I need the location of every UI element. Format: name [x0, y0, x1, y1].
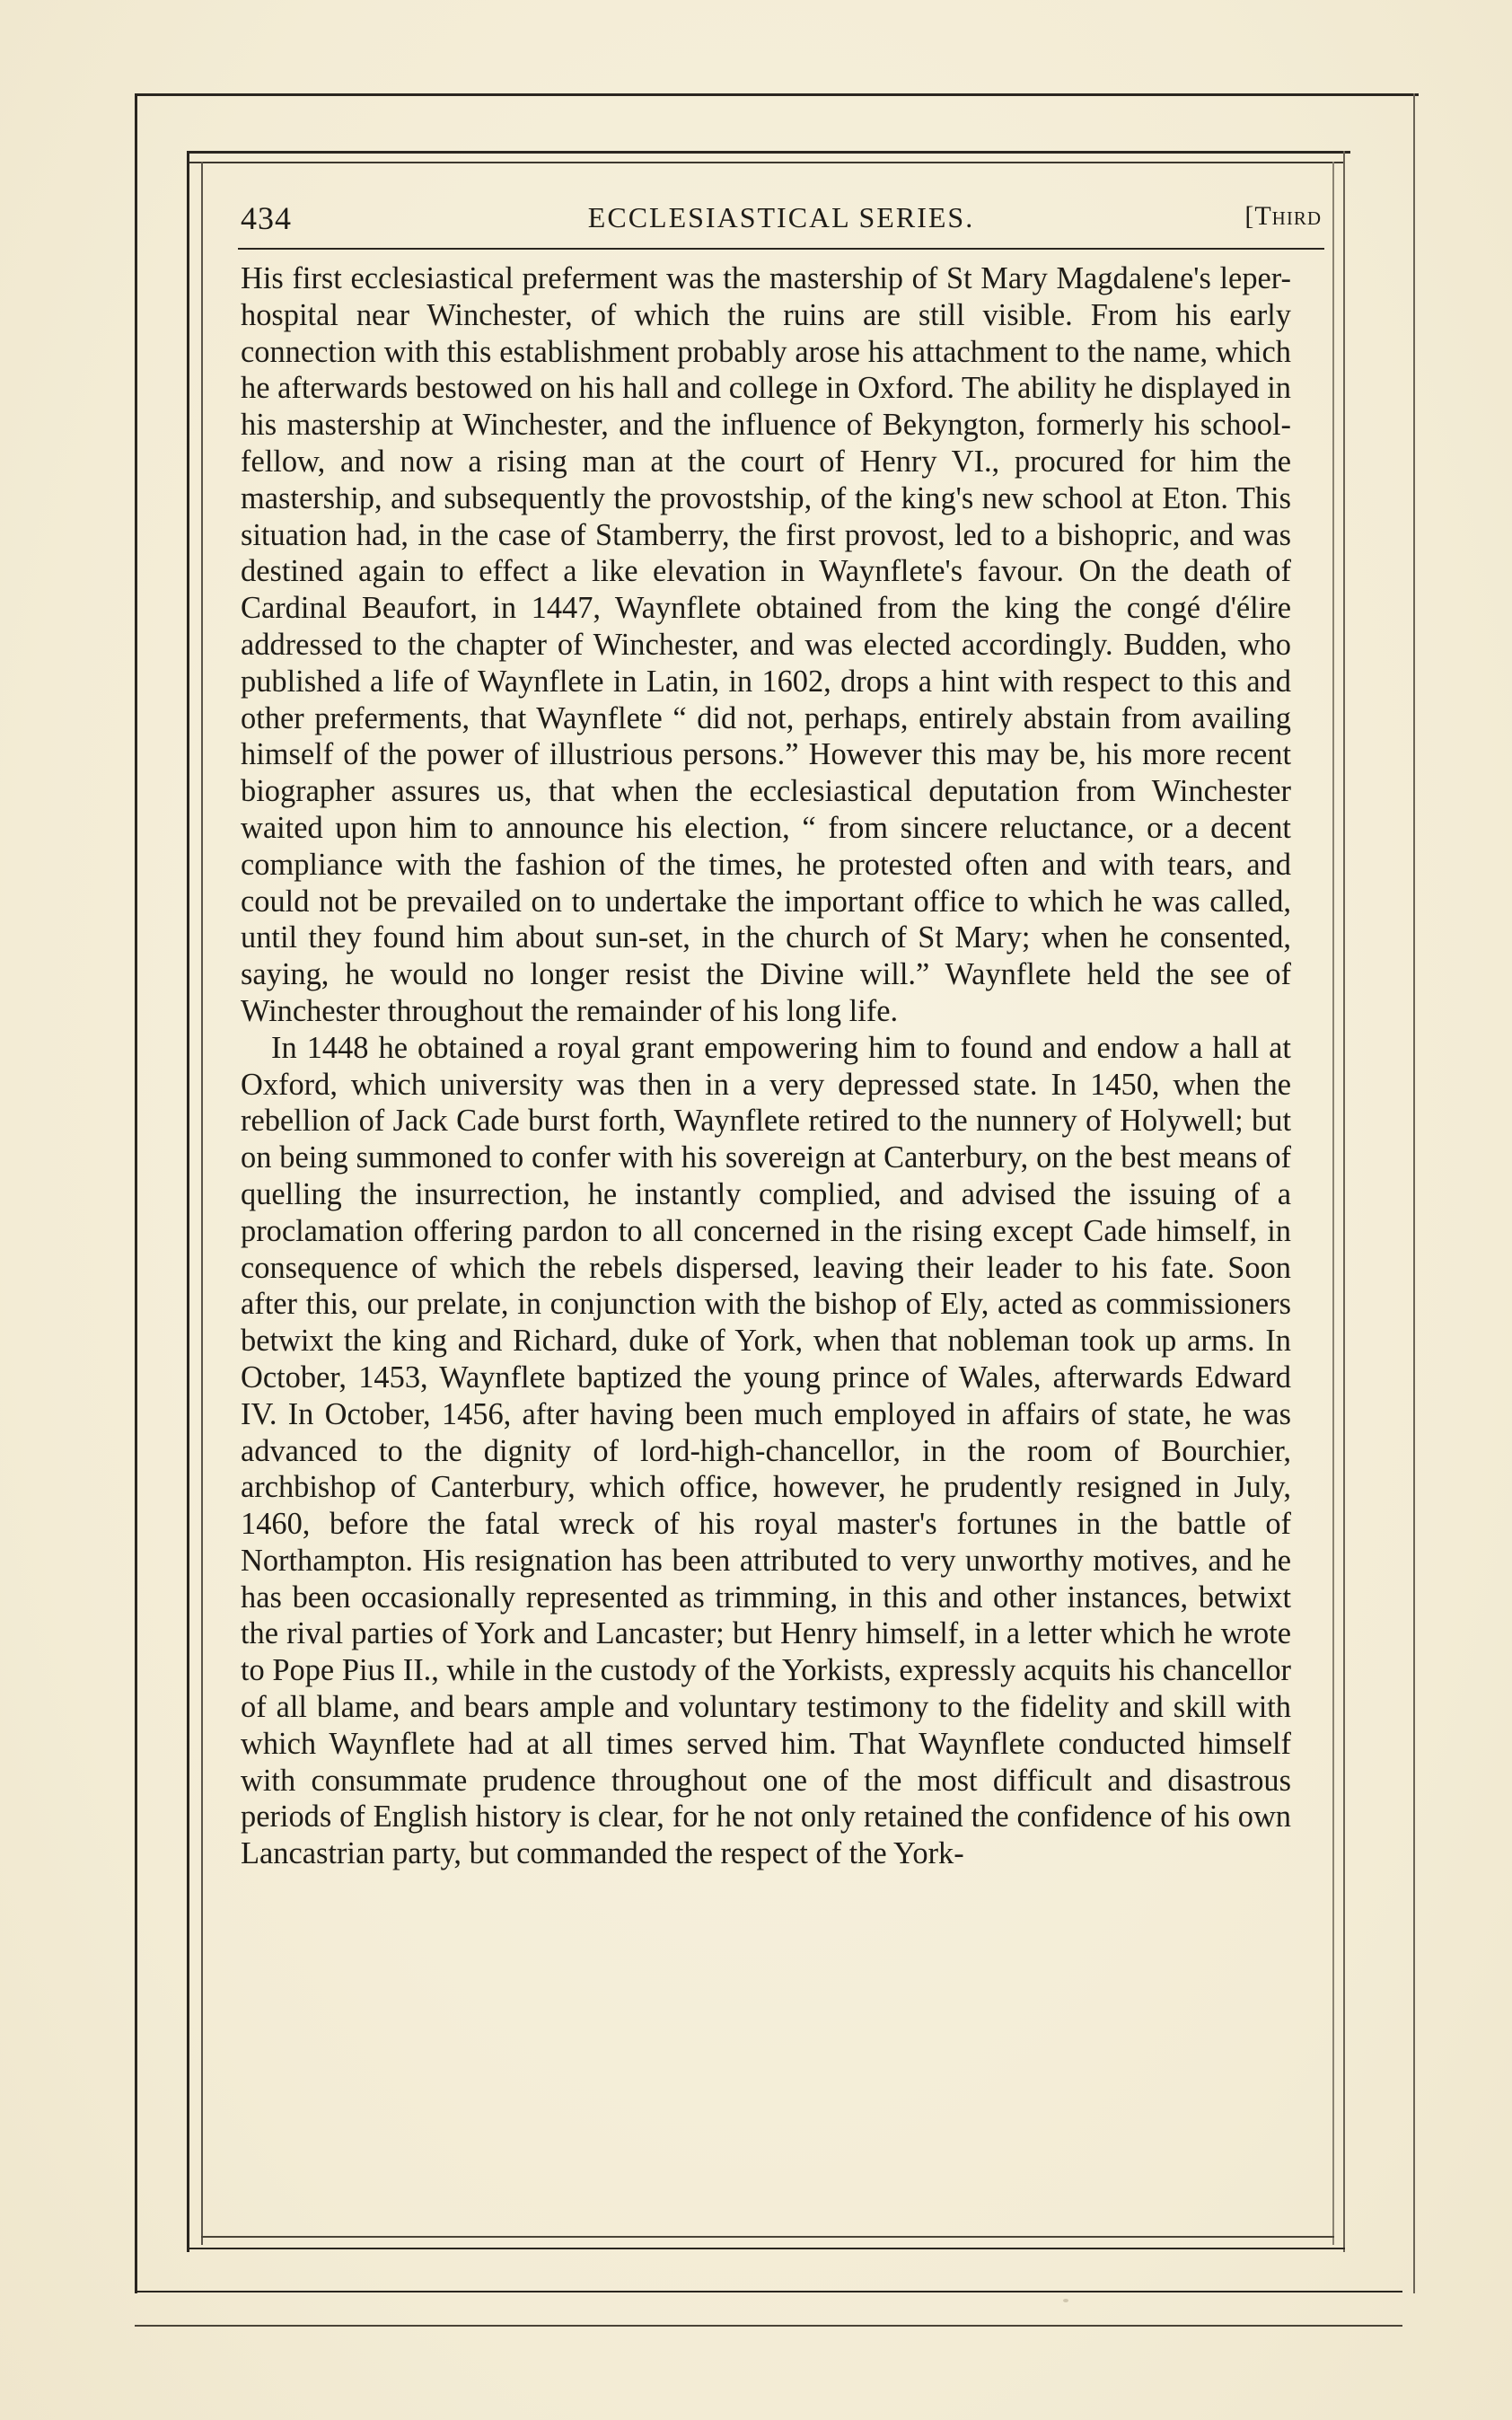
inner-frame-right-rule-secondary	[1332, 162, 1334, 2245]
inner-frame-right-rule	[1343, 151, 1345, 2252]
paper-blemish	[1063, 2299, 1068, 2302]
part-label: [Third	[1244, 201, 1322, 231]
inner-frame-top-rule	[187, 151, 1350, 154]
outer-frame-bottom-rule	[135, 2291, 1402, 2292]
outer-frame-bottom-rule-secondary	[135, 2325, 1402, 2327]
outer-frame-left-rule	[135, 93, 137, 2293]
inner-frame-left-rule	[187, 151, 189, 2252]
inner-frame-top-rule-secondary	[187, 162, 1345, 163]
inner-frame-bottom-rule	[187, 2248, 1345, 2249]
inner-frame-left-rule-secondary	[201, 162, 203, 2245]
page-number: 434	[241, 200, 292, 236]
page-header	[241, 199, 1322, 246]
body-text	[241, 260, 1291, 1872]
paragraph: In 1448 he obtained a royal grant empowering him to found and endow a hall at Oxford, which university was then in a very depressed state. In 1450, when the rebellion of Jack Cade burst forth, Waynflete retired to the nunnery of Holywell; but on being summoned to confer with his sovereign at Canterbury, on the best means of quelling the insurrection, he instantly complied, and advised the issuing of a proclamation offering pardon to all concerned in the rising except Cade himself, in consequence of which the rebels dispersed, leaving their leader to his fate. Soon after this, our prelate, in conjunction with the bishop of Ely, acted as commissioners betwixt the king and Richard, duke of York, when that nobleman took up arms. In October, 1453, Waynflete baptized the young prince of Wales, afterwards Edward IV. In October, 1456, after having been much employed in affairs of state, he was advanced to the dignity of lord-high-chancellor, in the room of Bourchier, archbishop of Canterbury, which office, however, he prudently resigned in July, 1460, before the fatal wreck of his royal master's fortunes in the battle of Northampton. His resignation has been attributed to very unworthy motives, and he has been occasionally represented as trimming, in this and other instances, betwixt the rival parties of York and Lancaster; but Henry himself, in a letter which he wrote to Pope Pius II., while in the custody of the Yorkists, expressly acquits his chancellor of all blame, and bears ample and voluntary testimony to the fidelity and skill with which Waynflete had at all times served him. That Waynflete conducted himself with consummate prudence throughout one of the most difficult and disastrous periods of English history is clear, for he not only retained the confidence of his own Lancastrian party, but commanded the respect of the York-	[241, 1030, 1291, 1871]
header-rule	[238, 248, 1324, 250]
outer-frame-top-rule	[135, 93, 1419, 96]
running-head: ECCLESIASTICAL SERIES.	[587, 201, 975, 233]
outer-frame-right-rule	[1413, 93, 1415, 2293]
paragraph: His first ecclesiastical preferment was the mastership of St Mary Magdalene's leper-hospital near Winchester, of which the ruins are still visible. From his early connection with this establishment probably arose his attachment to the name, which he afterwards bestowed on his hall and college in Oxford. The ability he displayed in his mastership at Winchester, and the influence of Bekyngton, formerly his school-fellow, and now a rising man at the court of Henry VI., procured for him the mastership, and subsequently the provostship, of the king's new school at Eton. This situation had, in the case of Stamberry, the first provost, led to a bishopric, and was destined again to effect a like elevation in Waynflete's favour. On the death of Cardinal Beaufort, in 1447, Waynflete obtained from the king the congé d'élire addressed to the chapter of Winchester, and was elected accordingly. Budden, who published a life of Waynflete in Latin, in 1602, drops a hint with respect to this and other preferments, that Waynflete “ did not, perhaps, entirely abstain from availing himself of the power of illustrious persons.” However this may be, his more recent biographer assures us, that when the ecclesiastical deputation from Winchester waited upon him to announce his election, “ from sincere reluctance, or a decent compliance with the fashion of the times, he protested often and with tears, and could not be prevailed on to undertake the important office to which he was called, until they found him about sun-set, in the church of St Mary; when he consented, saying, he would no longer resist the Divine will.” Waynflete held the see of Winchester throughout the remainder of his long life.	[241, 261, 1291, 1028]
inner-frame-bottom-rule-secondary	[201, 2236, 1334, 2238]
